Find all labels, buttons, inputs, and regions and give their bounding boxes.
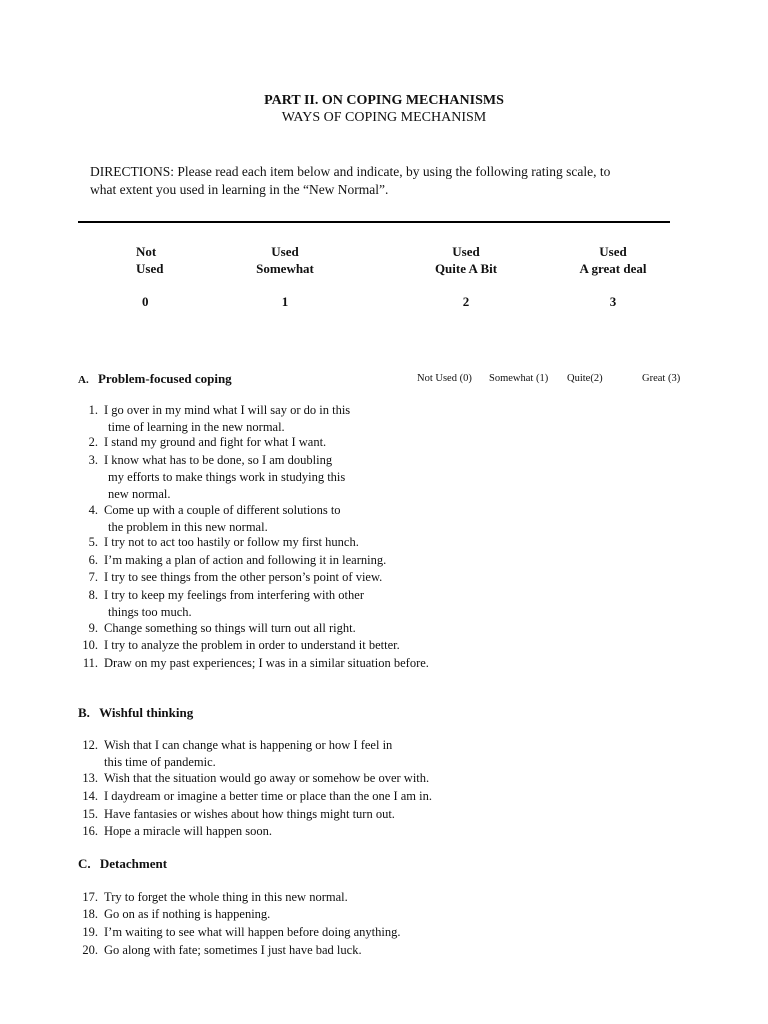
section-title: Detachment (99, 856, 168, 871)
list-item (78, 534, 478, 551)
scale-value: 0 (142, 294, 149, 309)
rating-header-somewhat: Somewhat (1) (489, 373, 549, 384)
item-number: 4. (88, 503, 98, 517)
item-number: 11. (82, 656, 98, 670)
list-item (78, 620, 478, 637)
item-number: 6. (88, 553, 98, 567)
item-number: 7. (88, 570, 98, 584)
scale-value: 2 (462, 294, 470, 309)
item-number: 15. (82, 807, 98, 821)
list-item (78, 788, 498, 805)
item-text: I go over in my mind what I will say or do in this (104, 403, 351, 417)
section-c-heading (78, 856, 167, 872)
item-number: 1. (88, 403, 98, 417)
section-letter: A. (78, 374, 89, 386)
list-item (78, 452, 478, 503)
list-item (78, 552, 478, 569)
directions (90, 163, 690, 199)
page-subtitle: WAYS OF COPING MECHANISM (281, 110, 487, 125)
section-a-heading (78, 371, 232, 387)
item-number: 12. (82, 738, 98, 752)
item-number: 19. (82, 925, 98, 939)
item-number: 5. (88, 535, 98, 549)
list-item (78, 770, 498, 787)
item-text: I try not to act too hastily or follow my first hunch. (104, 535, 359, 549)
scale-option-0 (106, 243, 186, 310)
item-number: 17. (82, 890, 98, 904)
item-text: things too much. (108, 605, 192, 619)
scale-label-line-2: Quite A Bit (434, 261, 498, 276)
item-text: Wish that the situation would go away or somehow be over with. (104, 771, 430, 785)
item-text: Come up with a couple of different solutions to (104, 503, 341, 517)
item-text: I stand my ground and fight for what I want. (104, 435, 327, 449)
item-text: I try to analyze the problem in order to understand it better. (104, 638, 400, 652)
list-item (78, 502, 478, 536)
item-text: Change something so things will turn out all right. (104, 621, 356, 635)
item-text: Go along with fate; sometimes I just have bad luck. (104, 943, 362, 957)
section-letter: B. (78, 705, 90, 720)
item-number: 13. (82, 771, 98, 785)
item-text: I’m making a plan of action and following it in learning. (104, 553, 387, 567)
section-title: Problem-focused coping (97, 371, 232, 386)
page-title: PART II. ON COPING MECHANISMS (264, 93, 504, 108)
item-number: 3. (88, 453, 98, 467)
item-text: Hope a miracle will happen soon. (104, 824, 273, 838)
scale-option-2 (420, 243, 512, 310)
rating-header-great: Great (3) (642, 373, 681, 384)
item-number: 9. (88, 621, 98, 635)
item-text: new normal. (108, 487, 171, 501)
list-item (78, 924, 498, 941)
horizontal-rule (78, 221, 670, 223)
section-title: Wishful thinking (99, 705, 194, 720)
rating-header-quite: Quite(2) (567, 373, 603, 384)
section-letter: C. (78, 856, 91, 871)
item-text: I daydream or imagine a better time or place than the one I am in. (104, 789, 432, 803)
item-number: 10. (82, 638, 98, 652)
list-item (78, 569, 478, 586)
item-number: 2. (88, 435, 98, 449)
list-item (78, 637, 498, 654)
item-text: I try to see things from the other person’s point of view. (104, 570, 383, 584)
item-text: I know what has to be done, so I am doubling (104, 453, 333, 467)
list-item (78, 942, 498, 959)
directions-line-1: DIRECTIONS: Please read each item below and indicate, by using the following rating scale, to (90, 164, 611, 179)
list-item (78, 655, 498, 672)
scale-label-line-2: Used (136, 261, 164, 276)
scale-label-line-1: Used (599, 244, 627, 259)
scale-label-line-2: A great deal (579, 261, 647, 276)
list-item (78, 906, 498, 923)
item-text: Try to forget the whole thing in this new normal. (104, 890, 348, 904)
item-text: time of learning in the new normal. (108, 420, 285, 434)
section-b-heading (78, 705, 193, 721)
item-number: 16. (82, 824, 98, 838)
item-text: Have fantasies or wishes about how things might turn out. (104, 807, 395, 821)
item-text: Go on as if nothing is happening. (104, 907, 271, 921)
scale-label-line-1: Not (136, 244, 157, 259)
scale-value: 3 (609, 294, 617, 309)
item-text: this time of pandemic. (104, 755, 216, 769)
list-item (78, 434, 478, 451)
item-text: Draw on my past experiences; I was in a similar situation before. (104, 656, 429, 670)
scale-option-3 (558, 243, 668, 310)
item-number: 14. (82, 789, 98, 803)
scale-label-line-1: Used (271, 244, 299, 259)
scale-option-1 (240, 243, 330, 310)
item-number: 18. (82, 907, 98, 921)
item-text: I try to keep my feelings from interfering with other (104, 588, 364, 602)
item-number: 20. (82, 943, 98, 957)
directions-line-2: what extent you used in learning in the “New Normal”. (90, 182, 389, 197)
list-item (78, 737, 498, 771)
scale-label-line-1: Used (452, 244, 480, 259)
scale-label-line-2: Somewhat (256, 261, 314, 276)
item-text: my efforts to make things work in studying this (108, 470, 346, 484)
list-item (78, 402, 478, 436)
list-item (78, 823, 498, 840)
item-text: I’m waiting to see what will happen before doing anything. (104, 925, 401, 939)
list-item (78, 889, 498, 906)
item-text: the problem in this new normal. (108, 520, 268, 534)
scale-value: 1 (281, 294, 289, 309)
item-text: Wish that I can change what is happening or how I feel in (104, 738, 393, 752)
rating-header-not-used: Not Used (0) (417, 373, 472, 384)
list-item (78, 587, 478, 621)
list-item (78, 806, 498, 823)
item-number: 8. (88, 588, 98, 602)
